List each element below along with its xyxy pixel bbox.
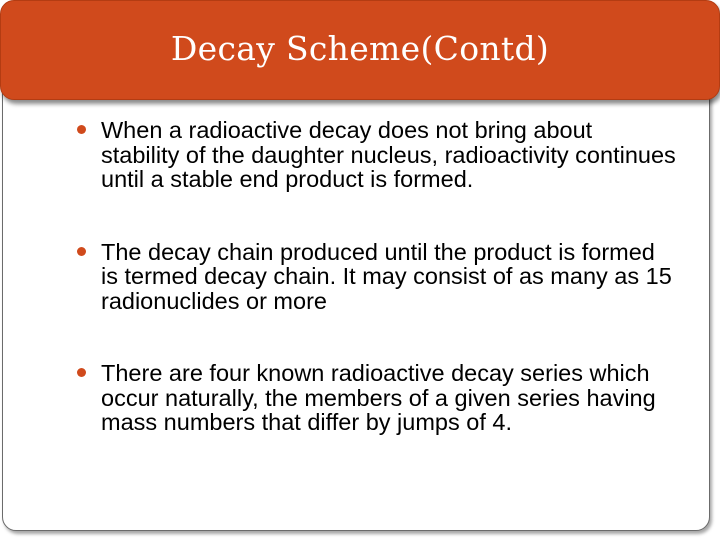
title-bar xyxy=(0,0,720,100)
bullet-item xyxy=(77,240,677,314)
bullet-item xyxy=(77,361,677,435)
bullet-item xyxy=(77,118,677,192)
bullet-list xyxy=(77,118,677,483)
slide-title: Decay Scheme(Contd) xyxy=(170,28,550,68)
bullet-text: The decay chain produced until the product is formed is termed decay chain. It may consist of as many as 15 radionuclides or more xyxy=(101,238,672,314)
bullet-dot-icon xyxy=(77,368,86,377)
bullet-dot-icon xyxy=(77,247,86,256)
bullet-dot-icon xyxy=(77,125,86,134)
bullet-text: There are four known radioactive decay series which occur naturally, the members of a given series having mass numbers that differ by jumps of 4. xyxy=(101,360,656,435)
bullet-text: When a radioactive decay does not bring about stability of the daughter nucleus, radioactivity continues until a stable end product is formed. xyxy=(101,117,676,192)
